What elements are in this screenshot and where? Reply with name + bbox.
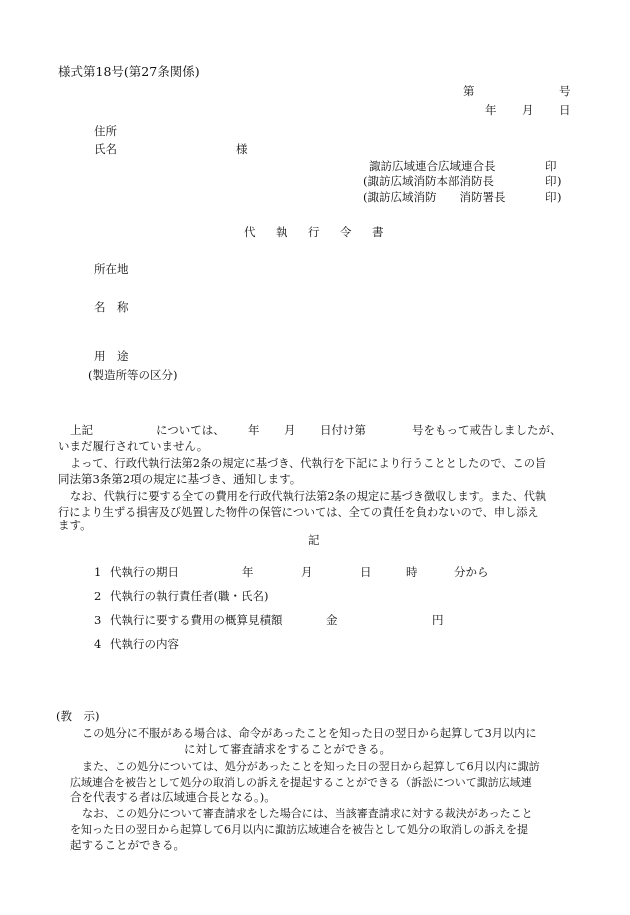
notice-text: 広域連合を被告として処分の取消しの訴えを提起することができる（訴訟について諏訪広域連 xyxy=(70,776,532,789)
body-text: については、 xyxy=(156,423,225,437)
body-text: いまだ履行されていません。 xyxy=(58,439,209,453)
paren-close: ) xyxy=(557,174,562,188)
item-minute: 分から xyxy=(454,565,489,579)
item-label: 代執行の内容 xyxy=(110,637,179,651)
title-char: 執 xyxy=(276,225,288,239)
body-text: 同法第3条第2項の規定に基づき、通知します。 xyxy=(58,472,302,486)
paren-close: ) xyxy=(557,190,562,204)
ki-heading: 記 xyxy=(308,533,320,547)
body-text: 年 xyxy=(248,423,260,437)
number-prefix: 第 xyxy=(463,84,475,98)
address-label: 住所 xyxy=(94,124,117,138)
body-text: 上記 xyxy=(70,423,93,437)
item-label: 代執行の執行責任者(職・氏名) xyxy=(110,589,269,603)
item-number: 2 xyxy=(94,589,102,603)
issuer-title: 諏訪広域連合広域連合長 xyxy=(369,159,496,173)
title-char: 行 xyxy=(308,225,320,239)
body-text: ます。 xyxy=(58,518,92,532)
body-text: なお、代執行に要する全ての費用を行政代執行法第2条の規定に基づき徴収します。また、代執 xyxy=(70,490,547,503)
item-yen: 円 xyxy=(432,613,444,627)
body-text: 月 xyxy=(284,423,296,437)
body-text: 行により生ずる損害及び処置した物件の保管については、全ての責任を負わないので、申し添え xyxy=(58,506,539,519)
item-number: 4 xyxy=(94,637,102,651)
item-label: 代執行の期日 xyxy=(110,565,179,579)
label-char: 途 xyxy=(117,349,129,363)
item-number: 3 xyxy=(94,613,102,627)
honorific: 様 xyxy=(236,142,248,156)
name-label: 氏名 xyxy=(94,142,117,156)
issuer-title: (諏訪広域消防 消防署長 xyxy=(363,190,506,204)
item-hour: 時 xyxy=(406,565,418,579)
item-year: 年 xyxy=(242,565,254,579)
notice-text: この処分に不服がある場合は、命令があったことを知った日の翌日から起算して3月以内に xyxy=(82,727,537,740)
date-day: 日 xyxy=(559,103,571,117)
seal-mark: 印 xyxy=(545,190,557,204)
item-day: 日 xyxy=(360,565,372,579)
location-label: 所在地 xyxy=(94,262,129,276)
item-label: 代執行に要する費用の概算見積額 xyxy=(110,613,283,627)
notice-text: 起することができる。 xyxy=(70,838,185,852)
label-char: 用 xyxy=(94,349,106,363)
label-char: 称 xyxy=(117,300,129,314)
date-month: 月 xyxy=(522,103,534,117)
label-char: 名 xyxy=(94,300,106,314)
notice-text: に対して審査請求をすることができる。 xyxy=(184,742,391,756)
date-year: 年 xyxy=(485,103,497,117)
notice-text: なお、この処分について審査請求をした場合には、当該審査請求に対する裁決があったこと xyxy=(82,807,533,820)
title-char: 令 xyxy=(340,225,352,239)
item-kin: 金 xyxy=(326,613,338,627)
notice-text: を知った日の翌日から起算して6月以内に諏訪広域連合を被告として処分の取消しの訴えを提 xyxy=(70,823,528,836)
seal-mark: 印 xyxy=(545,159,557,173)
seal-mark: 印 xyxy=(545,174,557,188)
notice-text: また、この処分については、処分があったことを知った日の翌日から起算して6月以内に諏訪 xyxy=(82,760,540,773)
notice-text: 合を代表する者は広域連合長となる。)。 xyxy=(70,790,276,804)
body-text: 号をもって戒告しましたが、 xyxy=(412,423,562,437)
notice-heading: (教 示) xyxy=(56,709,100,723)
body-text: よって、行政代執行法第2条の規定に基づき、代執行を下記により行うこととしたので、この旨 xyxy=(70,457,547,470)
title-char: 書 xyxy=(372,225,384,239)
item-month: 月 xyxy=(301,565,313,579)
item-number: 1 xyxy=(94,565,102,579)
number-suffix: 号 xyxy=(559,84,571,98)
body-text: 日付け第 xyxy=(320,423,366,437)
form-number: 様式第18号(第27条関係) xyxy=(58,64,200,79)
category-label: (製造所等の区分) xyxy=(88,368,178,382)
issuer-title: (諏訪広域消防本部消防長 xyxy=(363,174,494,188)
title-char: 代 xyxy=(244,225,256,239)
